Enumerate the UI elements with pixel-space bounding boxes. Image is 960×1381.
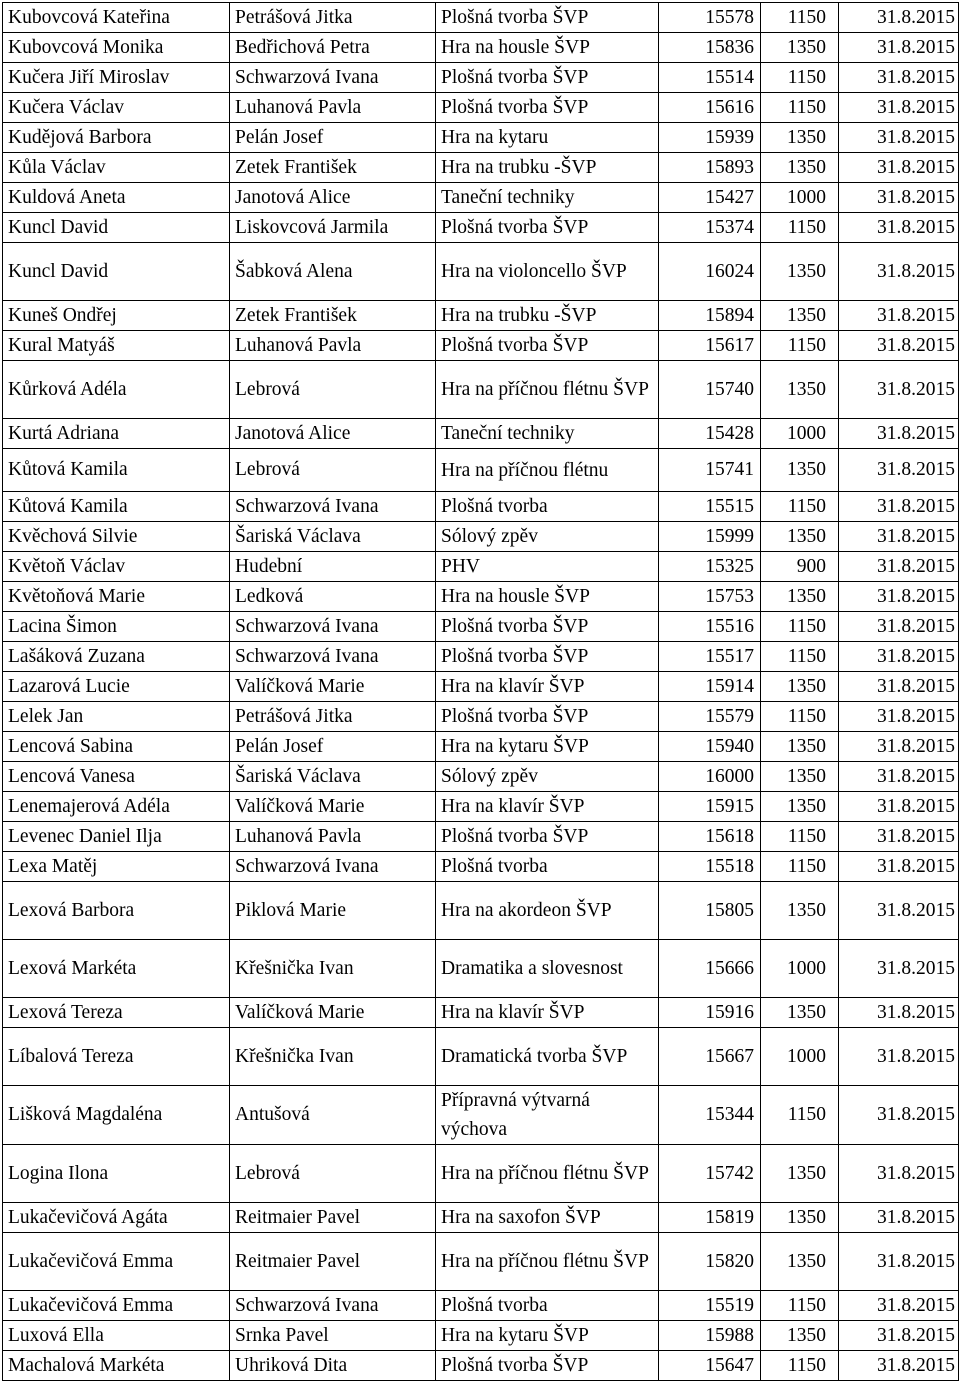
date-cell: 31.8.2015 xyxy=(839,361,959,419)
number-cell: 15517 xyxy=(659,642,761,672)
number-cell: 15741 xyxy=(659,449,761,492)
subject-cell: Hra na klavír ŠVP xyxy=(436,672,659,702)
date-cell: 31.8.2015 xyxy=(839,243,959,301)
teacher-name-cell: Janotová Alice xyxy=(230,419,436,449)
table-row xyxy=(3,940,959,998)
amount-cell: 1350 xyxy=(761,1145,839,1203)
date-cell: 31.8.2015 xyxy=(839,672,959,702)
number-cell: 15819 xyxy=(659,1203,761,1233)
teacher-name-cell: Luhanová Pavla xyxy=(230,822,436,852)
student-name-cell: Lišková Magdaléna xyxy=(3,1086,230,1145)
number-cell: 15518 xyxy=(659,852,761,882)
subject-cell: Plošná tvorba ŠVP xyxy=(436,642,659,672)
teacher-name-cell: Schwarzová Ivana xyxy=(230,1291,436,1321)
date-cell: 31.8.2015 xyxy=(839,331,959,361)
number-cell: 16000 xyxy=(659,762,761,792)
teacher-name-cell: Antušová xyxy=(230,1086,436,1145)
subject-cell: PHV xyxy=(436,552,659,582)
teacher-name-cell: Uhriková Dita xyxy=(230,1351,436,1381)
table-row xyxy=(3,702,959,732)
subject-cell: Hra na kytaru ŠVP xyxy=(436,732,659,762)
student-name-cell: Kuneš Ondřej xyxy=(3,301,230,331)
date-cell: 31.8.2015 xyxy=(839,1291,959,1321)
table-row xyxy=(3,642,959,672)
table-row xyxy=(3,612,959,642)
teacher-name-cell: Schwarzová Ivana xyxy=(230,642,436,672)
amount-cell: 1350 xyxy=(761,732,839,762)
number-cell: 15374 xyxy=(659,213,761,243)
table-row xyxy=(3,852,959,882)
subject-cell: Hra na trubku -ŠVP xyxy=(436,153,659,183)
amount-cell: 900 xyxy=(761,552,839,582)
subject-cell: Plošná tvorba xyxy=(436,1291,659,1321)
teacher-name-cell: Petrášová Jitka xyxy=(230,3,436,33)
date-cell: 31.8.2015 xyxy=(839,998,959,1028)
student-name-cell: Kůla Václav xyxy=(3,153,230,183)
amount-cell: 1150 xyxy=(761,822,839,852)
teacher-name-cell: Zetek František xyxy=(230,153,436,183)
student-name-cell: Lukačevičová Emma xyxy=(3,1233,230,1291)
subject-cell: Sólový zpěv xyxy=(436,522,659,552)
number-cell: 15836 xyxy=(659,33,761,63)
subject-cell: Hra na klavír ŠVP xyxy=(436,998,659,1028)
date-cell: 31.8.2015 xyxy=(839,642,959,672)
student-name-cell: Kůrková Adéla xyxy=(3,361,230,419)
teacher-name-cell: Srnka Pavel xyxy=(230,1321,436,1351)
table-row xyxy=(3,882,959,940)
teacher-name-cell: Zetek František xyxy=(230,301,436,331)
number-cell: 15647 xyxy=(659,1351,761,1381)
student-name-cell: Lencová Sabina xyxy=(3,732,230,762)
table-row xyxy=(3,1291,959,1321)
teacher-name-cell: Valíčková Marie xyxy=(230,998,436,1028)
table-row xyxy=(3,449,959,492)
table-row xyxy=(3,213,959,243)
amount-cell: 1150 xyxy=(761,642,839,672)
date-cell: 31.8.2015 xyxy=(839,1351,959,1381)
date-cell: 31.8.2015 xyxy=(839,492,959,522)
amount-cell: 1150 xyxy=(761,612,839,642)
teacher-name-cell: Luhanová Pavla xyxy=(230,93,436,123)
number-cell: 15820 xyxy=(659,1233,761,1291)
number-cell: 15514 xyxy=(659,63,761,93)
amount-cell: 1350 xyxy=(761,882,839,940)
teacher-name-cell: Ledková xyxy=(230,582,436,612)
date-cell: 31.8.2015 xyxy=(839,1086,959,1145)
subject-cell: Hra na příčnou flétnu ŠVP xyxy=(436,1233,659,1291)
date-cell: 31.8.2015 xyxy=(839,123,959,153)
date-cell: 31.8.2015 xyxy=(839,419,959,449)
student-name-cell: Květoňová Marie xyxy=(3,582,230,612)
subject-cell: Hra na violoncello ŠVP xyxy=(436,243,659,301)
subject-cell: Plošná tvorba ŠVP xyxy=(436,702,659,732)
subject-cell: Plošná tvorba ŠVP xyxy=(436,93,659,123)
teacher-name-cell: Šariská Václava xyxy=(230,762,436,792)
teacher-name-cell: Pelán Josef xyxy=(230,123,436,153)
student-name-cell: Kuncl David xyxy=(3,243,230,301)
table-row xyxy=(3,361,959,419)
subject-cell: Hra na klavír ŠVP xyxy=(436,792,659,822)
date-cell: 31.8.2015 xyxy=(839,1321,959,1351)
teacher-name-cell: Křešnička Ivan xyxy=(230,940,436,998)
student-name-cell: Lexa Matěj xyxy=(3,852,230,882)
amount-cell: 1350 xyxy=(761,762,839,792)
table-row xyxy=(3,243,959,301)
teacher-name-cell: Schwarzová Ivana xyxy=(230,492,436,522)
date-cell: 31.8.2015 xyxy=(839,301,959,331)
subject-cell: Sólový zpěv xyxy=(436,762,659,792)
student-name-cell: Kubovcová Kateřina xyxy=(3,3,230,33)
student-name-cell: Luxová Ella xyxy=(3,1321,230,1351)
number-cell: 15579 xyxy=(659,702,761,732)
date-cell: 31.8.2015 xyxy=(839,153,959,183)
number-cell: 15740 xyxy=(659,361,761,419)
date-cell: 31.8.2015 xyxy=(839,3,959,33)
number-cell: 15617 xyxy=(659,331,761,361)
student-name-cell: Kučera Václav xyxy=(3,93,230,123)
subject-cell: Plošná tvorba ŠVP xyxy=(436,331,659,361)
table-row xyxy=(3,522,959,552)
student-name-cell: Líbalová Tereza xyxy=(3,1028,230,1086)
number-cell: 15578 xyxy=(659,3,761,33)
subject-cell: Hra na saxofon ŠVP xyxy=(436,1203,659,1233)
number-cell: 15428 xyxy=(659,419,761,449)
student-name-cell: Kudějová Barbora xyxy=(3,123,230,153)
number-cell: 15666 xyxy=(659,940,761,998)
enrollment-table xyxy=(2,2,959,1381)
amount-cell: 1150 xyxy=(761,492,839,522)
teacher-name-cell: Šariská Václava xyxy=(230,522,436,552)
number-cell: 15893 xyxy=(659,153,761,183)
date-cell: 31.8.2015 xyxy=(839,63,959,93)
amount-cell: 1350 xyxy=(761,1233,839,1291)
table-row xyxy=(3,419,959,449)
number-cell: 15916 xyxy=(659,998,761,1028)
teacher-name-cell: Lebrová xyxy=(230,1145,436,1203)
student-name-cell: Lašáková Zuzana xyxy=(3,642,230,672)
amount-cell: 1000 xyxy=(761,1028,839,1086)
number-cell: 15940 xyxy=(659,732,761,762)
student-name-cell: Květoň Václav xyxy=(3,552,230,582)
number-cell: 15914 xyxy=(659,672,761,702)
student-name-cell: Kurtá Adriana xyxy=(3,419,230,449)
amount-cell: 1350 xyxy=(761,522,839,552)
amount-cell: 1350 xyxy=(761,998,839,1028)
table-row xyxy=(3,492,959,522)
date-cell: 31.8.2015 xyxy=(839,702,959,732)
teacher-name-cell: Petrášová Jitka xyxy=(230,702,436,732)
date-cell: 31.8.2015 xyxy=(839,612,959,642)
teacher-name-cell: Lebrová xyxy=(230,361,436,419)
amount-cell: 1350 xyxy=(761,672,839,702)
table-row xyxy=(3,183,959,213)
number-cell: 15939 xyxy=(659,123,761,153)
teacher-name-cell: Hudební xyxy=(230,552,436,582)
number-cell: 15618 xyxy=(659,822,761,852)
subject-cell: Plošná tvorba ŠVP xyxy=(436,213,659,243)
subject-cell: Hra na příčnou flétnu xyxy=(436,449,659,492)
amount-cell: 1350 xyxy=(761,361,839,419)
number-cell: 15616 xyxy=(659,93,761,123)
subject-cell: Plošná tvorba ŠVP xyxy=(436,1351,659,1381)
number-cell: 15805 xyxy=(659,882,761,940)
subject-cell: Hra na příčnou flétnu ŠVP xyxy=(436,1145,659,1203)
teacher-name-cell: Reitmaier Pavel xyxy=(230,1233,436,1291)
amount-cell: 1000 xyxy=(761,419,839,449)
amount-cell: 1150 xyxy=(761,1086,839,1145)
table-row xyxy=(3,93,959,123)
table-row xyxy=(3,582,959,612)
date-cell: 31.8.2015 xyxy=(839,1145,959,1203)
student-name-cell: Levenec Daniel Ilja xyxy=(3,822,230,852)
number-cell: 15742 xyxy=(659,1145,761,1203)
table-body xyxy=(3,3,959,1381)
teacher-name-cell: Reitmaier Pavel xyxy=(230,1203,436,1233)
student-name-cell: Kůtová Kamila xyxy=(3,492,230,522)
number-cell: 15515 xyxy=(659,492,761,522)
date-cell: 31.8.2015 xyxy=(839,93,959,123)
subject-cell: Plošná tvorba xyxy=(436,492,659,522)
amount-cell: 1350 xyxy=(761,243,839,301)
table-row xyxy=(3,552,959,582)
table-row xyxy=(3,762,959,792)
student-name-cell: Lexová Barbora xyxy=(3,882,230,940)
amount-cell: 1150 xyxy=(761,702,839,732)
table-row xyxy=(3,1321,959,1351)
subject-cell: Hra na příčnou flétnu ŠVP xyxy=(436,361,659,419)
amount-cell: 1350 xyxy=(761,582,839,612)
number-cell: 15427 xyxy=(659,183,761,213)
number-cell: 15325 xyxy=(659,552,761,582)
table-row xyxy=(3,822,959,852)
amount-cell: 1350 xyxy=(761,123,839,153)
table-row xyxy=(3,1233,959,1291)
number-cell: 15894 xyxy=(659,301,761,331)
date-cell: 31.8.2015 xyxy=(839,1203,959,1233)
table-row xyxy=(3,33,959,63)
amount-cell: 1150 xyxy=(761,331,839,361)
table-row xyxy=(3,63,959,93)
number-cell: 15519 xyxy=(659,1291,761,1321)
teacher-name-cell: Schwarzová Ivana xyxy=(230,612,436,642)
date-cell: 31.8.2015 xyxy=(839,582,959,612)
date-cell: 31.8.2015 xyxy=(839,213,959,243)
subject-cell: Hra na housle ŠVP xyxy=(436,582,659,612)
table-row xyxy=(3,153,959,183)
table-row xyxy=(3,792,959,822)
subject-cell: Hra na housle ŠVP xyxy=(436,33,659,63)
student-name-cell: Lazarová Lucie xyxy=(3,672,230,702)
student-name-cell: Kvěchová Silvie xyxy=(3,522,230,552)
amount-cell: 1350 xyxy=(761,33,839,63)
student-name-cell: Lelek Jan xyxy=(3,702,230,732)
amount-cell: 1350 xyxy=(761,449,839,492)
subject-cell: Plošná tvorba ŠVP xyxy=(436,822,659,852)
date-cell: 31.8.2015 xyxy=(839,732,959,762)
table-row xyxy=(3,1203,959,1233)
date-cell: 31.8.2015 xyxy=(839,1233,959,1291)
number-cell: 15667 xyxy=(659,1028,761,1086)
student-name-cell: Kuncl David xyxy=(3,213,230,243)
date-cell: 31.8.2015 xyxy=(839,940,959,998)
amount-cell: 1350 xyxy=(761,1203,839,1233)
subject-cell: Hra na kytaru ŠVP xyxy=(436,1321,659,1351)
table-row xyxy=(3,998,959,1028)
amount-cell: 1000 xyxy=(761,183,839,213)
teacher-name-cell: Křešnička Ivan xyxy=(230,1028,436,1086)
table-row xyxy=(3,331,959,361)
date-cell: 31.8.2015 xyxy=(839,1028,959,1086)
amount-cell: 1150 xyxy=(761,852,839,882)
student-name-cell: Lukačevičová Agáta xyxy=(3,1203,230,1233)
date-cell: 31.8.2015 xyxy=(839,822,959,852)
subject-cell: Hra na kytaru xyxy=(436,123,659,153)
date-cell: 31.8.2015 xyxy=(839,449,959,492)
teacher-name-cell: Valíčková Marie xyxy=(230,672,436,702)
subject-cell: Taneční techniky xyxy=(436,183,659,213)
amount-cell: 1150 xyxy=(761,213,839,243)
subject-cell: Plošná tvorba ŠVP xyxy=(436,63,659,93)
student-name-cell: Machalová Markéta xyxy=(3,1351,230,1381)
table-row xyxy=(3,732,959,762)
teacher-name-cell: Janotová Alice xyxy=(230,183,436,213)
table-row xyxy=(3,123,959,153)
number-cell: 16024 xyxy=(659,243,761,301)
number-cell: 15988 xyxy=(659,1321,761,1351)
subject-cell: Přípravná výtvarná výchova xyxy=(436,1086,659,1145)
date-cell: 31.8.2015 xyxy=(839,852,959,882)
student-name-cell: Lenemajerová Adéla xyxy=(3,792,230,822)
table-row xyxy=(3,3,959,33)
date-cell: 31.8.2015 xyxy=(839,792,959,822)
amount-cell: 1150 xyxy=(761,63,839,93)
student-name-cell: Lexová Tereza xyxy=(3,998,230,1028)
student-name-cell: Logina Ilona xyxy=(3,1145,230,1203)
teacher-name-cell: Liskovcová Jarmila xyxy=(230,213,436,243)
amount-cell: 1350 xyxy=(761,153,839,183)
amount-cell: 1150 xyxy=(761,3,839,33)
student-name-cell: Lacina Šimon xyxy=(3,612,230,642)
student-name-cell: Kuldová Aneta xyxy=(3,183,230,213)
date-cell: 31.8.2015 xyxy=(839,762,959,792)
teacher-name-cell: Schwarzová Ivana xyxy=(230,63,436,93)
table-row xyxy=(3,301,959,331)
date-cell: 31.8.2015 xyxy=(839,882,959,940)
teacher-name-cell: Pelán Josef xyxy=(230,732,436,762)
subject-cell: Hra na trubku -ŠVP xyxy=(436,301,659,331)
teacher-name-cell: Luhanová Pavla xyxy=(230,331,436,361)
number-cell: 15344 xyxy=(659,1086,761,1145)
subject-cell: Dramatika a slovesnost xyxy=(436,940,659,998)
amount-cell: 1350 xyxy=(761,301,839,331)
amount-cell: 1350 xyxy=(761,792,839,822)
date-cell: 31.8.2015 xyxy=(839,183,959,213)
subject-cell: Dramatická tvorba ŠVP xyxy=(436,1028,659,1086)
date-cell: 31.8.2015 xyxy=(839,33,959,63)
table-row xyxy=(3,1086,959,1145)
amount-cell: 1150 xyxy=(761,1351,839,1381)
amount-cell: 1350 xyxy=(761,1321,839,1351)
student-name-cell: Kural Matyáš xyxy=(3,331,230,361)
student-name-cell: Kubovcová Monika xyxy=(3,33,230,63)
amount-cell: 1150 xyxy=(761,93,839,123)
subject-cell: Taneční techniky xyxy=(436,419,659,449)
teacher-name-cell: Bedřichová Petra xyxy=(230,33,436,63)
subject-cell: Plošná tvorba xyxy=(436,852,659,882)
teacher-name-cell: Lebrová xyxy=(230,449,436,492)
amount-cell: 1000 xyxy=(761,940,839,998)
date-cell: 31.8.2015 xyxy=(839,552,959,582)
table-row xyxy=(3,672,959,702)
teacher-name-cell: Valíčková Marie xyxy=(230,792,436,822)
subject-cell: Plošná tvorba ŠVP xyxy=(436,612,659,642)
subject-cell: Plošná tvorba ŠVP xyxy=(436,3,659,33)
number-cell: 15999 xyxy=(659,522,761,552)
table-row xyxy=(3,1145,959,1203)
number-cell: 15516 xyxy=(659,612,761,642)
table-row xyxy=(3,1028,959,1086)
teacher-name-cell: Piklová Marie xyxy=(230,882,436,940)
student-name-cell: Kučera Jiří Miroslav xyxy=(3,63,230,93)
teacher-name-cell: Šabková Alena xyxy=(230,243,436,301)
student-name-cell: Lukačevičová Emma xyxy=(3,1291,230,1321)
date-cell: 31.8.2015 xyxy=(839,522,959,552)
student-name-cell: Lencová Vanesa xyxy=(3,762,230,792)
student-name-cell: Lexová Markéta xyxy=(3,940,230,998)
student-name-cell: Kůtová Kamila xyxy=(3,449,230,492)
subject-cell: Hra na akordeon ŠVP xyxy=(436,882,659,940)
teacher-name-cell: Schwarzová Ivana xyxy=(230,852,436,882)
amount-cell: 1150 xyxy=(761,1291,839,1321)
number-cell: 15915 xyxy=(659,792,761,822)
table-row xyxy=(3,1351,959,1381)
number-cell: 15753 xyxy=(659,582,761,612)
